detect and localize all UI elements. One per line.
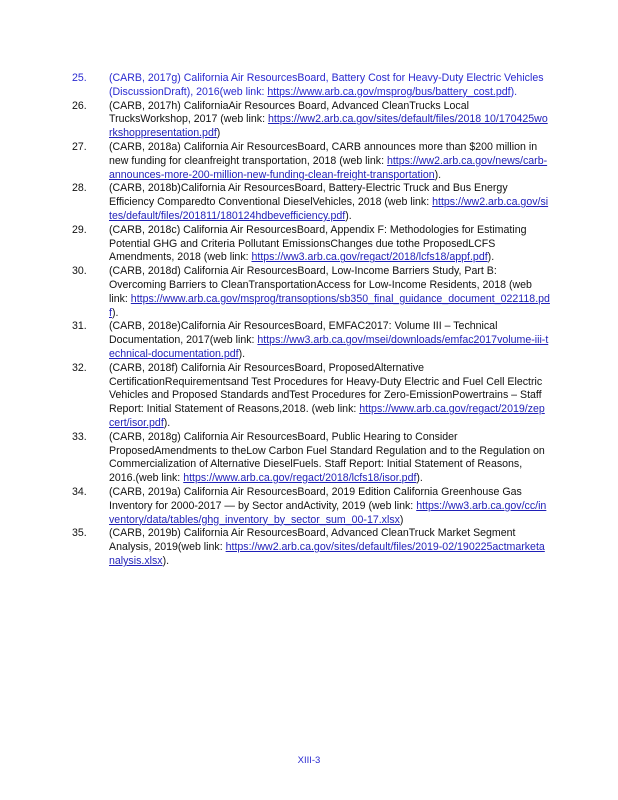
reference-item (72, 320, 550, 361)
reference-item (72, 100, 550, 141)
reference-text: (CARB, 2018c) California Air ResourcesBoard, Appendix F: Methodologies for Estimating Potential GHG and Criteria Pollutant EmissionsChanges due tothe ProposedLCFS Amendments, 2018 (web link: (109, 223, 527, 264)
reference-item (72, 362, 550, 431)
reference-number: 26. (72, 99, 87, 112)
reference-text: (CARB, 2019b) California Air ResourcesBoard, Advanced CleanTruck Market Segment Analysis, 2019(web link: (109, 527, 516, 554)
reference-link[interactable]: https://ww3.arb.ca.gov/msei/downloads/emfac2017volume-iii-technical-documentation.pdf (109, 334, 549, 360)
reference-text: (CARB, 2018a) California Air ResourcesBoard, CARB announces more than $200 million in new funding for cleanfreight transportation, 2018 (web link: (109, 140, 538, 167)
reference-number: 32. (72, 361, 87, 374)
reference-number: 33. (72, 430, 87, 443)
reference-body (109, 182, 550, 223)
reference-number: 27. (72, 140, 87, 153)
reference-suffix: ). (416, 472, 423, 485)
reference-text: (CARB, 2018e)California Air ResourcesBoard, EMFAC2017: Volume III – Technical Documentation, 2017(web link: (109, 320, 498, 347)
reference-body (109, 224, 550, 265)
reference-body (109, 100, 550, 141)
reference-suffix: ). (510, 85, 518, 98)
reference-link[interactable]: https://ww2.arb.ca.gov/sites/default/files/201811/180124hdbevefficiency.pdf (109, 196, 549, 222)
reference-number: 28. (72, 182, 87, 195)
reference-text: (CARB, 2018d) California Air ResourcesBoard, Low-Income Barriers Study, Part B: Overcoming Barriers to CleanTransportationAccess for Low-Income Residents, 2018 (web link: (109, 265, 532, 305)
reference-body (109, 486, 550, 527)
reference-number: 34. (72, 485, 87, 498)
reference-item (72, 265, 550, 320)
reference-text: (CARB, 2017h) CaliforniaAir Resources Board, Advanced CleanTrucks Local TrucksWorkshop, 2017 (web link: (109, 99, 469, 126)
reference-link[interactable]: https://ww2.arb.ca.gov/sites/default/files/2018 10/170425workshoppresentation.pdf (109, 113, 548, 140)
reference-text: (CARB, 2018g) California Air ResourcesBoard, Public Hearing to Consider ProposedAmendments to theLow Carbon Fuel Standard Regulation and to the Regulation on Commercialization of Alternative DieselFuels. Staff Report: Initial Statement of Reasons, 2016.(web link: (109, 430, 545, 485)
reference-suffix: ) (399, 513, 404, 526)
reference-item (72, 224, 550, 265)
reference-body (109, 72, 550, 100)
reference-suffix: ). (163, 416, 171, 429)
reference-body (109, 265, 550, 320)
reference-body (109, 362, 550, 431)
reference-item (72, 72, 550, 100)
reference-body (109, 320, 550, 361)
reference-body (109, 431, 550, 486)
reference-item (72, 527, 550, 568)
reference-link[interactable]: https://www.arb.ca.gov/msprog/bus/battery_cost.pdf (267, 85, 511, 98)
reference-suffix: ). (487, 251, 495, 264)
reference-item (72, 182, 550, 223)
reference-text: (CARB, 2019a) California Air ResourcesBoard, 2019 Edition California Greenhouse Gas Inventory for 2000-2017 — by Sector andActivity, 2019 (web link: (109, 485, 522, 512)
reference-body (109, 527, 550, 568)
reference-link[interactable]: https://ww3.arb.ca.gov/cc/inventory/data/tables/ghg_inventory_by_sector_sum_00-17.xlsx (109, 499, 547, 526)
reference-link[interactable]: https://ww2.arb.ca.gov/news/carb-announces-more-200-million-new-funding-clean-freight-transportation (109, 154, 548, 181)
reference-list (72, 72, 550, 569)
reference-number: 29. (72, 223, 87, 236)
page-number: XIII-3 (297, 755, 321, 766)
reference-link[interactable]: https://www.arb.ca.gov/regact/2019/zepcert/isor.pdf (109, 403, 545, 429)
reference-suffix: ). (111, 306, 119, 319)
reference-item (72, 431, 550, 486)
reference-link[interactable]: https://www.arb.ca.gov/regact/2018/lcfs18/isor.pdf (183, 472, 417, 485)
reference-suffix: ). (238, 347, 246, 360)
reference-number: 31. (72, 320, 87, 333)
reference-text: (CARB, 2017g) California Air ResourcesBoard, Battery Cost for Heavy-Duty Electric Vehicles (DiscussionDraft), 2016(web link: (109, 72, 544, 98)
reference-suffix: ). (162, 554, 170, 567)
reference-link[interactable]: https://ww2.arb.ca.gov/sites/default/files/2019-02/190225actmarketanalysis.xlsx (109, 541, 545, 567)
reference-text: (CARB, 2018f) California Air ResourcesBoard, ProposedAlternative CertificationRequirementsand Test Procedures for Heavy-Duty Electric and Fuel Cell Electric Vehicles and Proposed Standards andTest Procedures for Zero-EmissionPowertrains – Staff Report: Initial Statement of Reasons,2018. (web link: (109, 361, 543, 416)
reference-item (72, 141, 550, 182)
reference-link[interactable]: https://ww3.arb.ca.gov/regact/2018/lcfs18/appf.pdf (251, 251, 488, 264)
reference-number: 35. (72, 527, 87, 540)
reference-suffix: ). (434, 168, 442, 181)
reference-suffix: ). (345, 209, 352, 222)
reference-body (109, 141, 550, 182)
reference-suffix: ) (216, 127, 221, 140)
reference-item (72, 486, 550, 527)
reference-text: (CARB, 2018b)California Air ResourcesBoard, Battery-Electric Truck and Bus Energy Efficiency Comparedto Conventional DieselVehicles, 2018 (web link: (109, 182, 508, 209)
reference-number: 25. (72, 72, 87, 84)
reference-number: 30. (72, 265, 87, 278)
reference-link[interactable]: https://www.arb.ca.gov/msprog/transoptions/sb350_final_guidance_document_022118.pdf (109, 292, 550, 319)
